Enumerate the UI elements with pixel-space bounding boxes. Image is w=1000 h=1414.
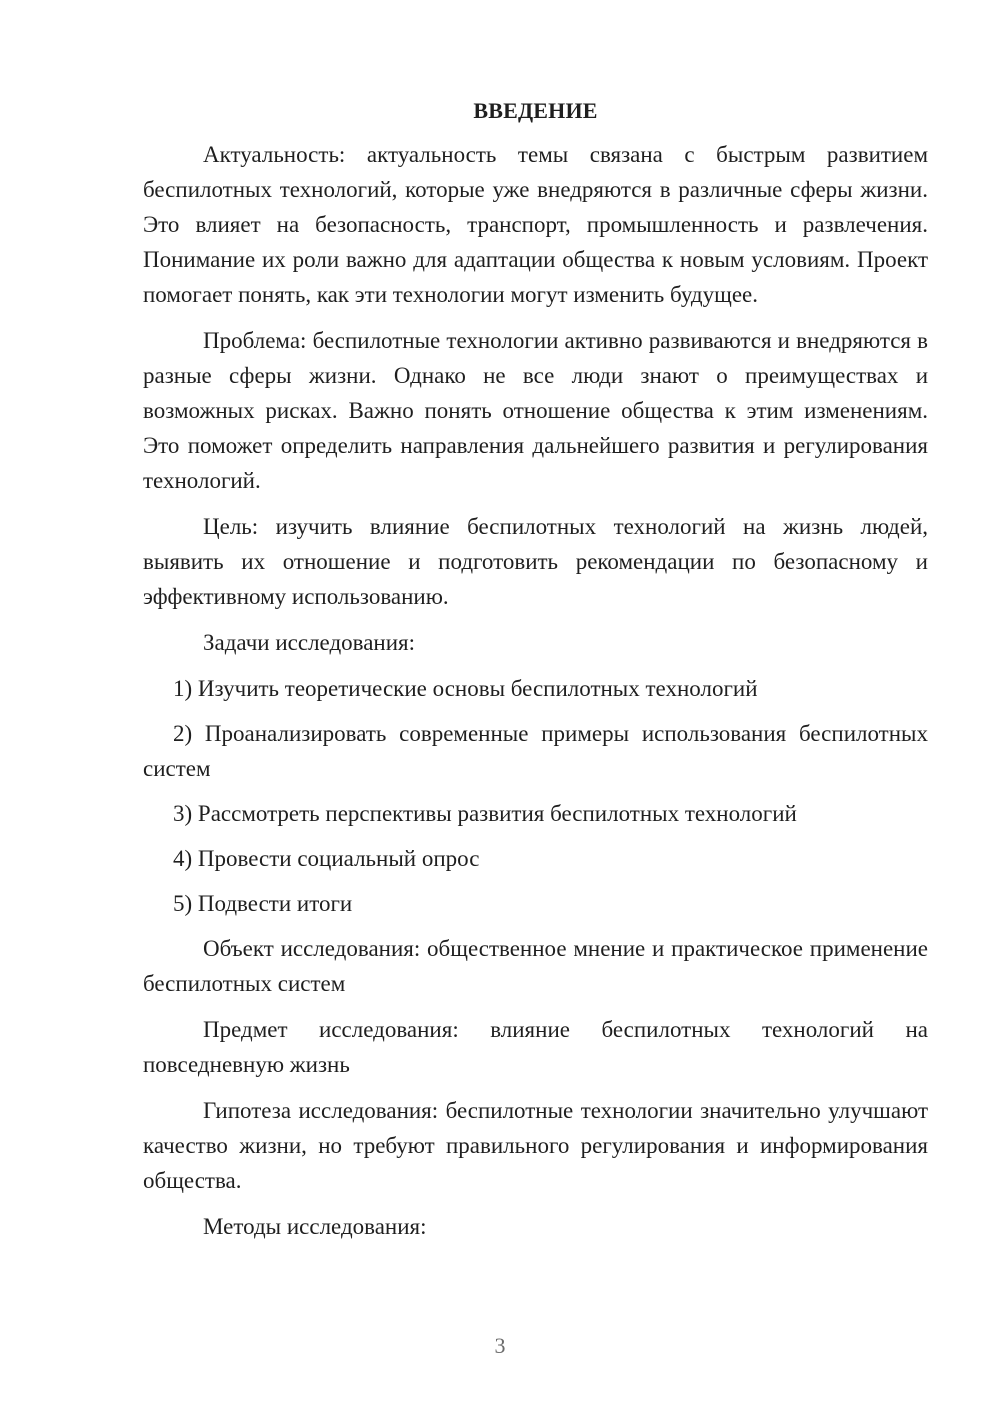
- task-item: 1) Изучить теоретические основы беспилотных технологий: [173, 676, 758, 701]
- hypothesis-paragraph: Гипотеза исследования: беспилотные технологии значительно улучшают качество жизни, но требуют правильного регулирования и информирования общества.: [143, 1098, 928, 1193]
- document-body: [143, 95, 928, 1255]
- subject-paragraph: Предмет исследования: влияние беспилотных технологий на повседневную жизнь: [143, 1017, 928, 1077]
- task-item: 3) Рассмотреть перспективы развития беспилотных технологий: [173, 801, 797, 826]
- task-item: 4) Провести социальный опрос: [173, 846, 480, 871]
- relevance-paragraph: Актуальность: актуальность темы связана с быстрым развитием беспилотных технологий, которые уже внедряются в различные сферы жизни. Это влияет на безопасность, транспорт, промышленность и развлечения. Понимание их роли важно для адаптации общества к новым условиям. Проект помогает понять, как эти технологии могут изменить будущее.: [143, 142, 928, 307]
- methods-heading: Методы исследования:: [203, 1214, 427, 1239]
- goal-paragraph: Цель: изучить влияние беспилотных технологий на жизнь людей, выявить их отношение и подготовить рекомендации по безопасному и эффективному использованию.: [143, 514, 928, 609]
- problem-paragraph: Проблема: беспилотные технологии активно развиваются и внедряются в разные сферы жизни. Однако не все люди знают о преимуществах и возможных рисках. Важно понять отношение общества к этим изменениям. Это поможет определить направления дальнейшего развития и регулирования технологий.: [143, 328, 928, 493]
- tasks-heading: Задачи исследования:: [203, 630, 416, 655]
- section-title: ВВЕДЕНИЕ: [473, 98, 598, 123]
- page-number: 3: [494, 1333, 506, 1358]
- task-item: 5) Подвести итоги: [173, 891, 353, 916]
- object-paragraph: Объект исследования: общественное мнение и практическое применение беспилотных систем: [143, 936, 928, 996]
- task-item: 2) Проанализировать современные примеры использования беспилотных систем: [143, 721, 928, 781]
